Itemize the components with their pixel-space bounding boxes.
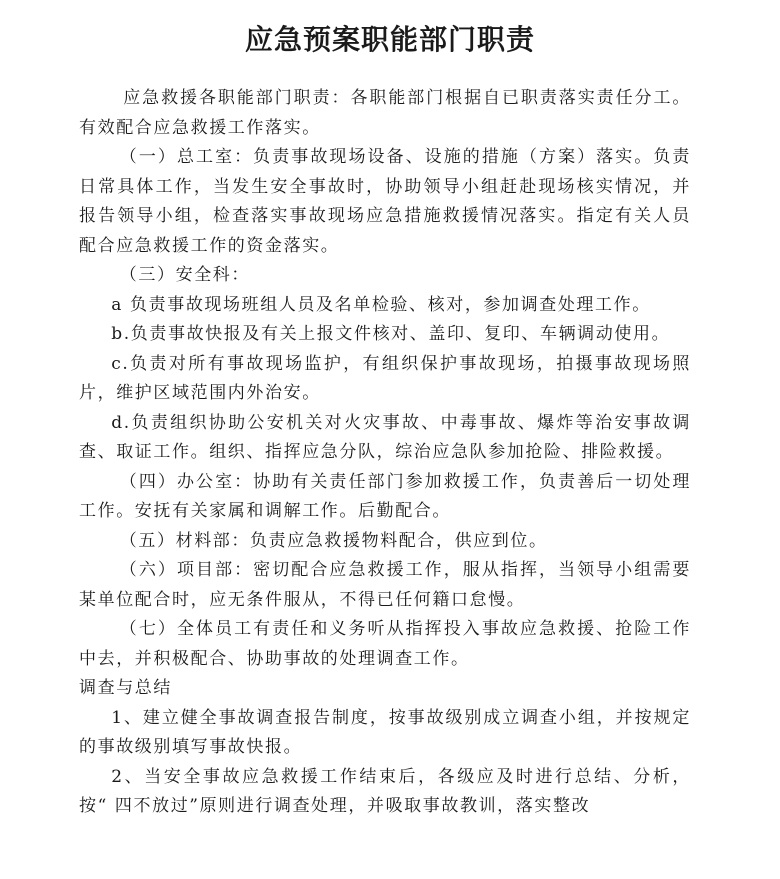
paragraph-safety-item-d: d.负责组织协助公安机关对火灾事故、中毒事故、爆炸等治安事故调查、取证工作。组织、指挥应急分队，综治应急队参加抢险、排险救援。 — [79, 412, 691, 462]
paragraph-materials-dept: （五）材料部：负责应急救援物料配合，供应到位。 — [119, 530, 548, 551]
paragraph-safety-item-a: a 负责事故现场班组人员及名单检验、核对，参加调查处理工作。 — [111, 294, 651, 315]
document-body — [79, 84, 691, 822]
paragraph-all-staff: （七）全体员工有责任和义务听从指挥投入事故应急救援、抢险工作中去，并积极配合、协助事故的处理调查工作。 — [79, 619, 691, 669]
paragraph-safety-section-heading: （三）安全科： — [119, 265, 250, 285]
document-title: 应急预案职能部门职责 — [244, 23, 535, 56]
paragraph-investigation-2: 2、当安全事故应急救援工作结束后，各级应及时进行总结、分析，按“ 四不放过”原则进行调查处理，并吸取事故教训，落实整改 — [79, 766, 691, 816]
paragraph-project-dept: （六）项目部：密切配合应急救援工作，服从指挥，当领导小组需要某单位配合时，应无条件服从，不得已任何籍口怠慢。 — [79, 560, 691, 610]
paragraph-safety-item-b: b.负责事故快报及有关上报文件核对、盖印、复印、车辆调动使用。 — [111, 324, 671, 344]
paragraph-general-office: （四）办公室：协助有关责任部门参加救援工作，负责善后一切处理工作。安抚有关家属和调解工作。后勤配合。 — [79, 471, 691, 521]
section-heading-investigation: 调查与总结 — [79, 678, 172, 698]
paragraph-chief-engineer-office: （一）总工室：负责事故现场设备、设施的措施（方案）落实。负责日常具体工作，当发生安全事故时，协助领导小组赶赴现场核实情况，并报告领导小组，检查落实事故现场应急措施救援情况落实。指定有关人员配合应急救援工作的资金落实。 — [79, 147, 691, 256]
paragraph-investigation-1: 1、建立健全事故调查报告制度，按事故级别成立调查小组，并按规定的事故级别填写事故快报。 — [79, 707, 691, 757]
paragraph-intro: 应急救援各职能部门职责：各职能部门根据自已职责落实责任分工。有效配合应急救援工作落实。 — [79, 88, 691, 138]
paragraph-safety-item-c: c.负责对所有事故现场监护，有组织保护事故现场，拍摄事故现场照片，维护区域范围内外治安。 — [79, 353, 691, 403]
